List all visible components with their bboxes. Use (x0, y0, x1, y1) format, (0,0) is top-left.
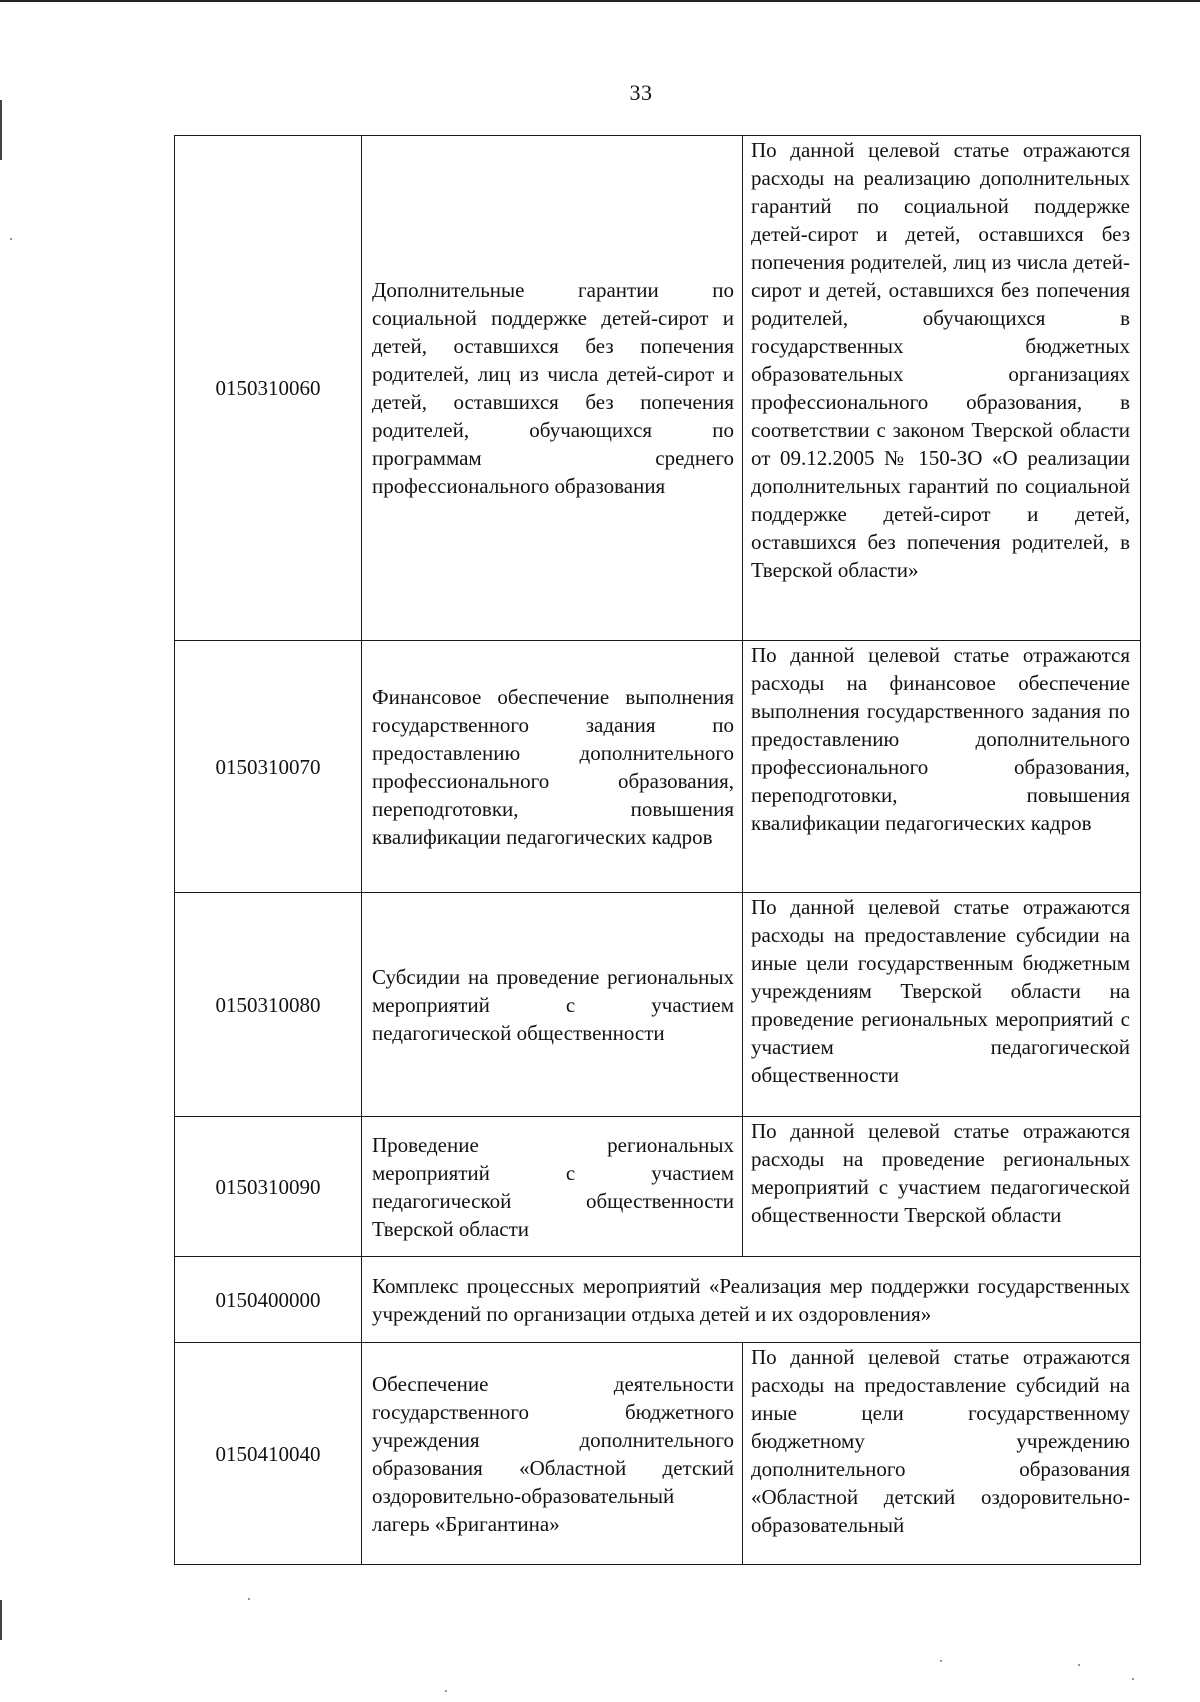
target-article-code: 0150310080 (175, 893, 362, 1117)
target-article-description: По данной целевой статье отражаются расходы на финансовое обеспечение выполнения государственного задания по предоставлению дополнительного профессионального образования, переподготовки, повышения квалификации педагогических кадров (743, 641, 1141, 893)
scan-speck (248, 1598, 250, 1600)
target-article-code: 0150310060 (175, 136, 362, 641)
budget-classification-table (174, 135, 1141, 1565)
target-article-description: По данной целевой статье отражаются расходы на реализацию дополнительных гарантий по социальной поддержке детей-сирот и детей, оставшихся без попечения родителей, лиц из числа детей-сирот и детей, оставшихся без попечения родителей, обучающихся в государственных бюджетных образовательных организациях профессионального образования, в соответствии с законом Тверской области от 09.12.2005 № 150-ЗО «О реализации дополнительных гарантий по социальной поддержке детей-сирот и детей, оставшихся без попечения родителей, в Тверской области» (743, 136, 1141, 641)
page-number: 33 (629, 80, 653, 105)
target-article-code: 0150310070 (175, 641, 362, 893)
target-article-code: 0150410040 (175, 1343, 362, 1565)
table-row (175, 1117, 1141, 1257)
target-article-name: Субсидии на проведение региональных мероприятий с участием педагогической общественности (362, 893, 743, 1117)
scan-speck (1132, 1678, 1134, 1680)
scan-speck (10, 238, 12, 240)
target-article-name: Обеспечение деятельности государственного бюджетного учреждения дополнительного образования «Областной детский оздоровительно-образовательный лагерь «Бригантина» (362, 1343, 743, 1565)
target-article-description: По данной целевой статье отражаются расходы на проведение региональных мероприятий с участием педагогической общественности Тверской области (743, 1117, 1141, 1257)
target-article-code: 0150310090 (175, 1117, 362, 1257)
target-article-description: По данной целевой статье отражаются расходы на предоставление субсидии на иные цели государственным бюджетным учреждениям Тверской области на проведение региональных мероприятий с участием педагогической общественности (743, 893, 1141, 1117)
scan-left-edge-mark (0, 1600, 2, 1640)
target-article-name: Проведение региональных мероприятий с участием педагогической общественности Тверской области (362, 1117, 743, 1257)
table-row (175, 641, 1141, 893)
scan-top-edge (0, 0, 1200, 2)
table-row (175, 893, 1141, 1117)
target-article-name: Финансовое обеспечение выполнения государственного задания по предоставлению дополнительного профессионального образования, переподготовки, повышения квалификации педагогических кадров (362, 641, 743, 893)
target-article-description: По данной целевой статье отражаются расходы на предоставление субсидий на иные цели государственному бюджетному учреждению дополнительного образования «Областной детский оздоровительно-образовательный (743, 1343, 1141, 1565)
table-row (175, 1257, 1141, 1343)
program-complex-title: Комплекс процессных мероприятий «Реализация мер поддержки государственных учреждений по организации отдыха детей и их оздоровления» (362, 1257, 1141, 1343)
scan-speck (940, 1660, 942, 1662)
table-row (175, 1343, 1141, 1565)
scan-speck (445, 1690, 447, 1692)
target-article-name: Дополнительные гарантии по социальной поддержке детей-сирот и детей, оставшихся без попечения родителей, лиц из числа детей-сирот и детей, оставшихся без попечения родителей, обучающихся по программам среднего профессионального образования (362, 136, 743, 641)
target-article-code: 0150400000 (175, 1257, 362, 1343)
table-row (175, 136, 1141, 641)
scan-speck (1078, 1664, 1080, 1666)
scan-left-edge-mark (0, 100, 2, 160)
